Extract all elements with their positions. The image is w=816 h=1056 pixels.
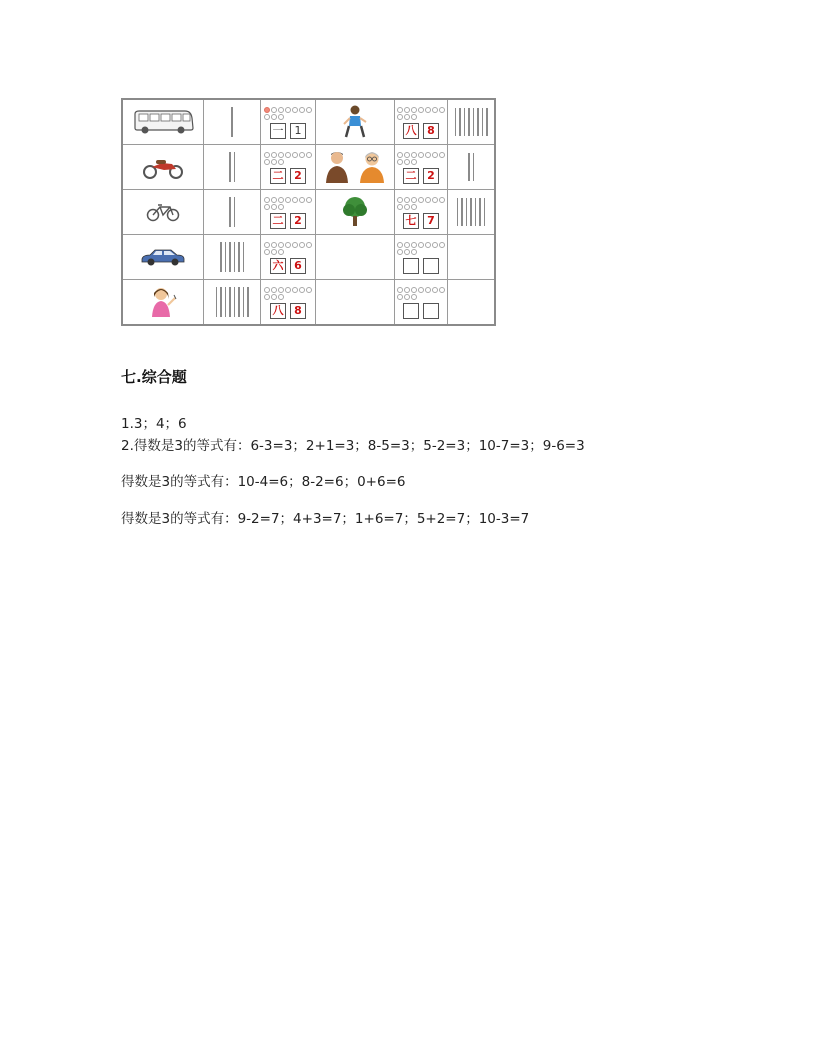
table-row (122, 235, 495, 280)
count-chinese-box: 二 (270, 213, 286, 229)
result-chinese-box: 七 (403, 213, 419, 229)
picture-cell (316, 145, 395, 190)
item-cell (122, 235, 204, 280)
count-chinese-box: 二 (270, 168, 286, 184)
result-tally-cell (448, 280, 496, 326)
dots-cell (261, 99, 316, 145)
answer-line-1: 1.3；4；6 (121, 416, 187, 432)
result-dots-cell (395, 280, 448, 326)
picture-cell (316, 190, 395, 235)
bicycle-icon (146, 202, 180, 222)
dots-cell (261, 280, 316, 326)
grandma-icon (357, 149, 387, 185)
tally-cell (204, 190, 261, 235)
dots-cell (261, 235, 316, 280)
section-title: 七.综合题 (121, 368, 187, 386)
dot-grid (264, 107, 312, 120)
result-chinese-box (403, 258, 419, 274)
tree-icon (341, 196, 369, 228)
result-number-box: 8 (423, 123, 439, 139)
result-number-box (423, 303, 439, 319)
result-chinese-box: 二 (403, 168, 419, 184)
tally-cell (204, 99, 261, 145)
result-dots-cell (395, 235, 448, 280)
count-chinese-box: 一 (270, 123, 286, 139)
item-cell (122, 145, 204, 190)
table-row (122, 190, 495, 235)
table-row (122, 145, 495, 190)
answer-line-2: 2.得数是3的等式有：6-3=3；2+1=3；8-5=3；5-2=3；10-7=3；9-6=3 (121, 438, 585, 454)
bus-icon (131, 108, 195, 136)
item-cell (122, 280, 204, 326)
table-row (122, 99, 495, 145)
dots-cell (261, 190, 316, 235)
result-tally-cell (448, 190, 496, 235)
picture-cell (316, 235, 395, 280)
result-chinese-box: 八 (403, 123, 419, 139)
result-chinese-box (403, 303, 419, 319)
tally-cell (204, 280, 261, 326)
result-number-box: 7 (423, 213, 439, 229)
picture-cell (316, 280, 395, 326)
tally-cell (204, 235, 261, 280)
answer-line-3: 得数是3的等式有：10-4=6；8-2=6；0+6=6 (121, 474, 406, 490)
counting-grid-table (121, 98, 496, 326)
result-tally-cell (448, 99, 496, 145)
tally-cell (204, 145, 261, 190)
girl-writing-icon (148, 285, 178, 319)
car-icon (140, 247, 186, 267)
dots-cell (261, 145, 316, 190)
answer-line-4: 得数是3的等式有：9-2=7；4+3=7；1+6=7；5+2=7；10-3=7 (121, 511, 530, 527)
table-row (122, 280, 495, 326)
result-tally-cell (448, 145, 496, 190)
result-tally-cell (448, 235, 496, 280)
man-icon (323, 149, 351, 185)
result-number-box (423, 258, 439, 274)
item-cell (122, 99, 204, 145)
count-chinese-box: 八 (270, 303, 286, 319)
count-number-box: 2 (290, 213, 306, 229)
count-number-box: 8 (290, 303, 306, 319)
picture-cell (316, 99, 395, 145)
result-dots-cell (395, 145, 448, 190)
boy-running-icon (342, 104, 368, 140)
result-number-box: 2 (423, 168, 439, 184)
motorcycle-icon (142, 155, 184, 179)
count-number-box: 2 (290, 168, 306, 184)
count-number-box: 1 (290, 123, 306, 139)
count-chinese-box: 六 (270, 258, 286, 274)
result-dots-cell (395, 99, 448, 145)
count-number-box: 6 (290, 258, 306, 274)
item-cell (122, 190, 204, 235)
result-dots-cell (395, 190, 448, 235)
